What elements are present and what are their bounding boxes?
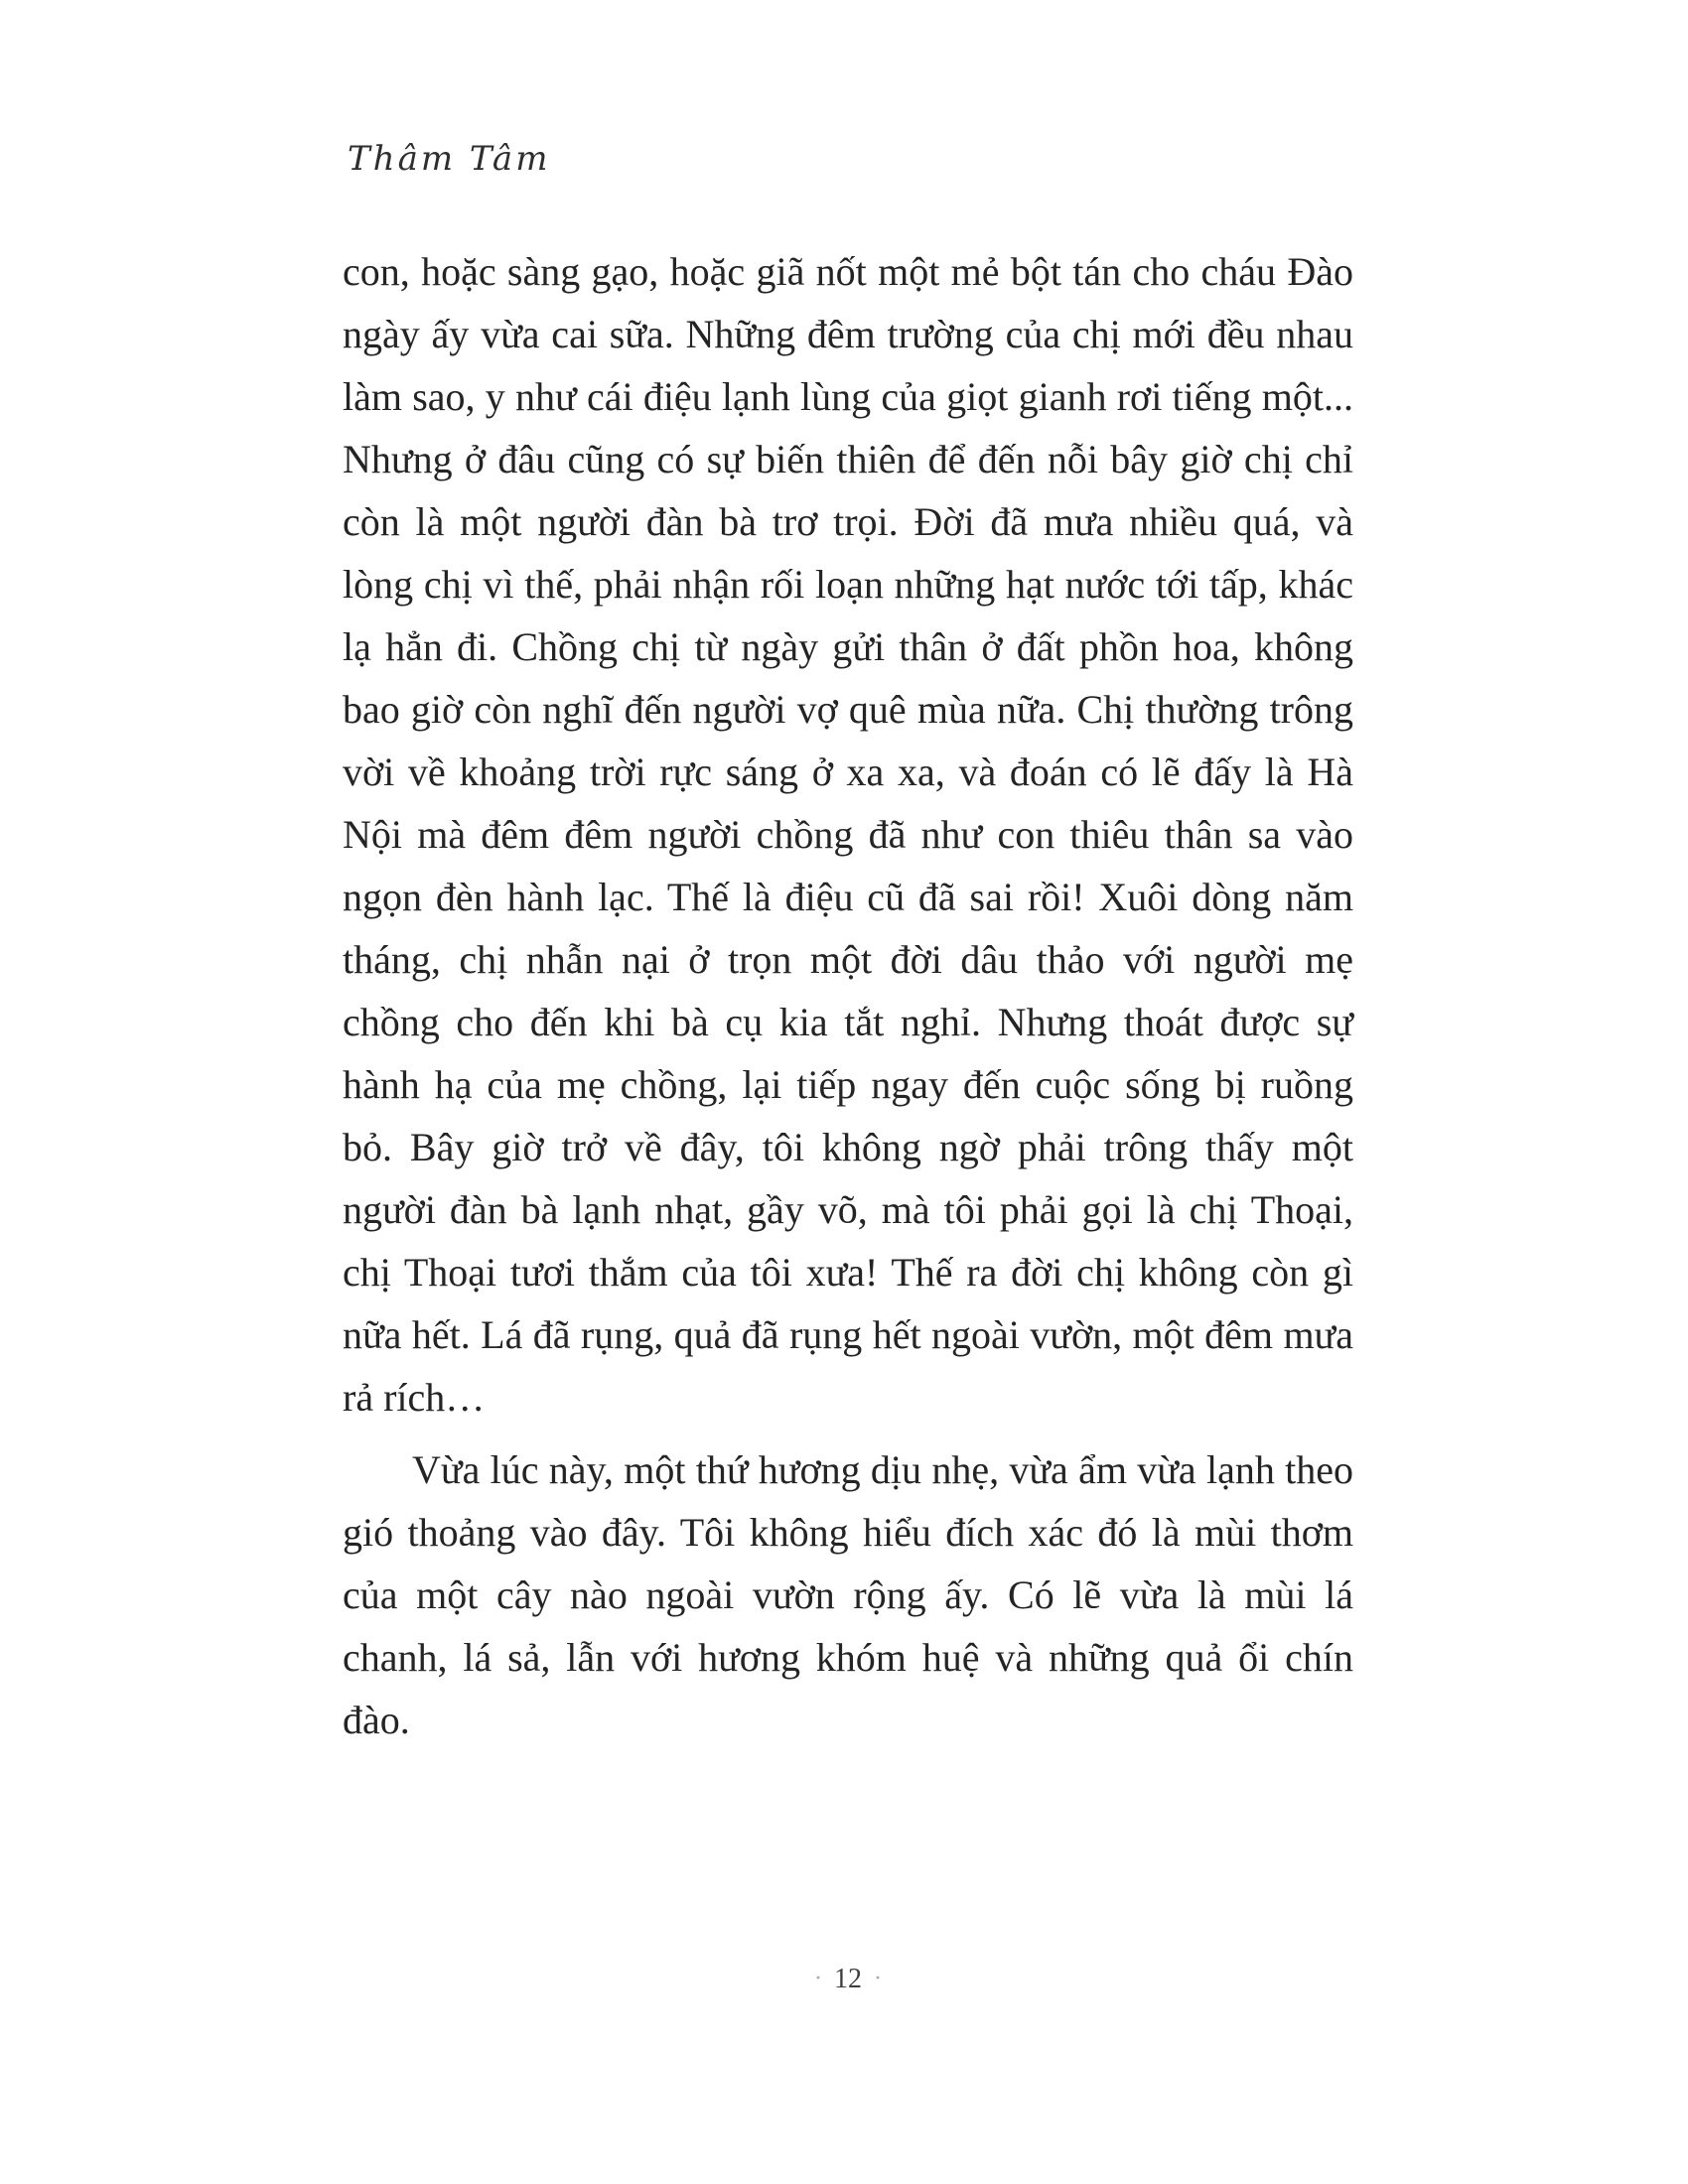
page-footer: [343, 1964, 1353, 1995]
page-number: 12: [834, 1964, 862, 1994]
page-number-decoration-left: ·: [814, 1966, 822, 1991]
page-number-decoration-right: ·: [874, 1966, 882, 1991]
paragraph: con, hoặc sàng gạo, hoặc giã nốt một mẻ bột tán cho cháu Đào ngày ấy vừa cai sữa. Những đêm trường của chị mới đều nhau làm sao, y như cái điệu lạnh lùng của giọt gianh rơi tiếng một... Nhưng ở đâu cũng có sự biến thiên để đến nỗi bây giờ chị chỉ còn là một người đàn bà trơ trọi. Đời đã mưa nhiều quá, và lòng chị vì thế, phải nhận rối loạn những hạt nước tới tấp, khác lạ hẳn đi. Chồng chị từ ngày gửi thân ở đất phồn hoa, không bao giờ còn nghĩ đến người vợ quê mùa nữa. Chị thường trông vời về khoảng trời rực sáng ở xa xa, và đoán có lẽ đấy là Hà Nội mà đêm đêm người chồng đã như con thiêu thân sa vào ngọn đèn hành lạc. Thế là điệu cũ đã sai rồi! Xuôi dòng năm tháng, chị nhẫn nại ở trọn một đời dâu thảo với người mẹ chồng cho đến khi bà cụ kia tắt nghỉ. Nhưng thoát được sự hành hạ của mẹ chồng, lại tiếp ngay đến cuộc sống bị ruồng bỏ. Bây giờ trở về đây, tôi không ngờ phải trông thấy một người đàn bà lạnh nhạt, gầy võ, mà tôi phải gọi là chị Thoại, chị Thoại tươi thắm của tôi xưa! Thế ra đời chị không còn gì nữa hết. Lá đã rụng, quả đã rụng hết ngoài vườn, một đêm mưa rả rích…: [343, 249, 1353, 1420]
page-text-block: [343, 240, 1353, 1751]
running-header-author: Thâm Tâm: [348, 139, 551, 179]
paragraph: Vừa lúc này, một thứ hương dịu nhẹ, vừa ẩm vừa lạnh theo gió thoảng vào đây. Tôi không hiểu đích xác đó là mùi thơm của một cây nào ngoài vườn rộng ấy. Có lẽ vừa là mùi lá chanh, lá sả, lẫn với hương khóm huệ và những quả ổi chín đào.: [343, 1447, 1353, 1742]
